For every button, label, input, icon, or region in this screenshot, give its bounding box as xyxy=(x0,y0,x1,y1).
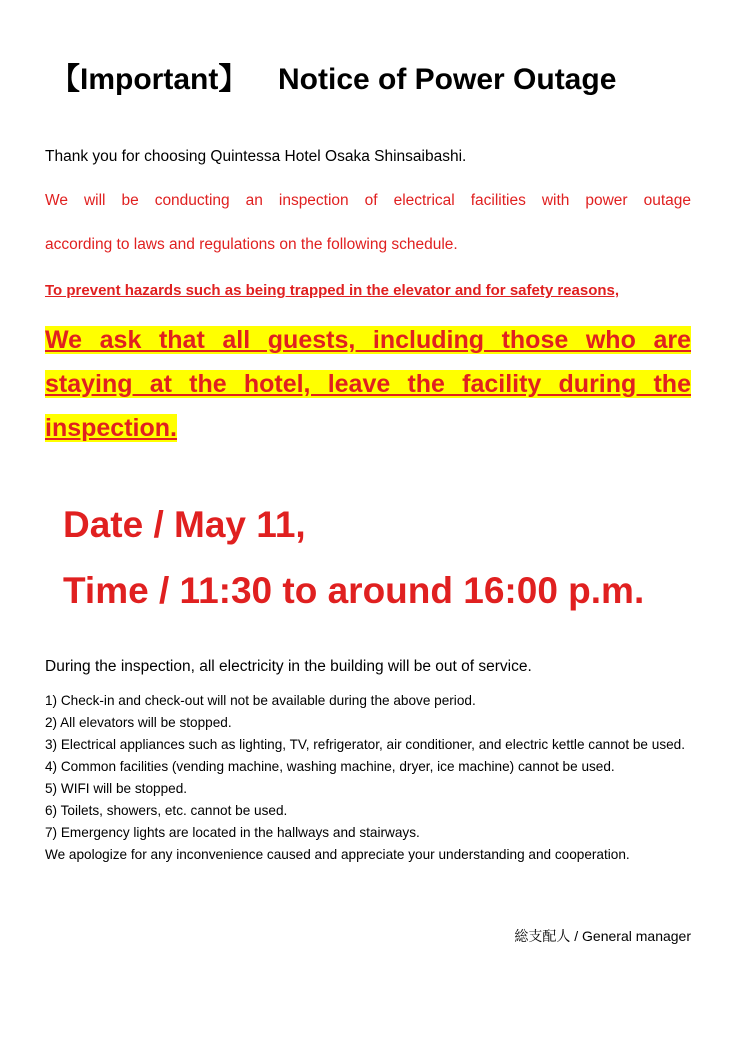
service-statement: During the inspection, all electricity in the building will be out of service. xyxy=(45,658,532,675)
inspection-line-2: according to laws and regulations on the following schedule. xyxy=(45,236,458,253)
apology-text: We apologize for any inconvenience caused and appreciate your understanding and cooperation. xyxy=(45,847,630,862)
thanks-text: Thank you for choosing Quintessa Hotel Osaka Shinsaibashi. xyxy=(45,148,467,165)
outage-date: Date / May 11, xyxy=(63,504,306,545)
impact-list xyxy=(45,690,693,866)
outage-time: Time / 11:30 to around 16:00 p.m. xyxy=(63,570,645,611)
list-item: 7) Emergency lights are located in the hallways and stairways. xyxy=(45,825,420,840)
list-item: 6) Toilets, showers, etc. cannot be used. xyxy=(45,803,288,818)
leave-facility-request xyxy=(45,318,691,450)
list-item: 4) Common facilities (vending machine, washing machine, dryer, ice machine) cannot be used. xyxy=(45,759,615,774)
list-item: 2) All elevators will be stopped. xyxy=(45,715,232,730)
list-item: 5) WIFI will be stopped. xyxy=(45,781,188,796)
signature: 総支配人 / General manager xyxy=(514,928,691,944)
list-item: 1) Check-in and check-out will not be available during the above period. xyxy=(45,693,476,708)
hazard-warning: To prevent hazards such as being trapped in the elevator and for safety reasons, xyxy=(45,282,620,299)
request-highlight: We ask that all guests, including those who are staying at the hotel, leave the facility during the inspection. xyxy=(45,326,691,442)
title-important-tag: 【Important】 xyxy=(50,63,249,96)
list-item: 3) Electrical appliances such as lighting, TV, refrigerator, air conditioner, and electric kettle cannot be used. xyxy=(45,737,686,752)
title-heading: Notice of Power Outage xyxy=(278,63,617,96)
inspection-line-1: We will be conducting an inspection of electrical facilities with power outage xyxy=(45,192,691,209)
